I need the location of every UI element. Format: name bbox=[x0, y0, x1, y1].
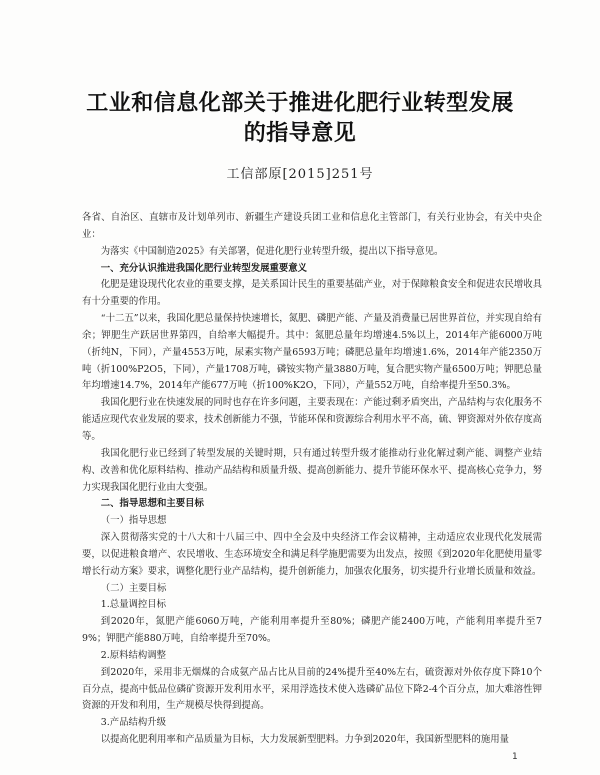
document-body bbox=[82, 210, 542, 749]
document-title-line-1: 工业和信息化部关于推进化肥行业转型发展 bbox=[86, 91, 514, 116]
body-paragraph: 我国化肥行业已经到了转型发展的关键时期，只有通过转型升级才能推动行业化解过剩产能、调整产业结构、改善和优化原料结构、推动产品结构和质量升级、提高创新能力、提升节能环保水平、提高核心竞争力，努力实现我国化肥行业由大变强。 bbox=[82, 447, 542, 493]
body-paragraph: 我国化肥行业在快速发展的同时也存在许多问题，主要表现在：产能过剩矛盾突出，产品结构与农化服务不能适应现代农业发展的要求，技术创新能力不强，节能环保和资源综合利用水平不高，硫、钾资源对外依存度高等。 bbox=[82, 397, 542, 442]
body-paragraph: “十二五”以来，我国化肥总量保持快速增长，氮肥、磷肥产能、产量及消费量已居世界首位，并实现自给有余；钾肥生产跃居世界第四，自给率大幅提升。其中：氮肥总量年均增速4.5%以上，2014年产能6000万吨（折纯N，下同），产量4553万吨，尿素实物产量6593万吨；磷肥总量年均增速1.6%，2014年产能2350万吨（折100%P2O5，下同），产量1708万吨，磷铵实物产量3880万吨，复合肥实物产量6500万吨；钾肥总量年均增速14.7%，2014年产能677万吨（折100%K2O，下同），产量552万吨，自给率提升至50.3%。 bbox=[82, 313, 542, 392]
body-paragraph: 3.产品结构升级 bbox=[100, 717, 166, 729]
body-paragraph: 到2020年，氮肥产能6060万吨，产能利用率提升至80%；磷肥产能2400万吨，产能利用率提升至79%；钾肥产能880万吨，自给率提升至70%。 bbox=[82, 616, 542, 645]
body-paragraph: 化肥是建设现代化农业的重要支撑，是关系国计民生的重要基础产业，对于保障粮食安全和促进农民增收具有十分重要的作用。 bbox=[82, 279, 542, 308]
body-paragraph: 1.总量调控目标 bbox=[100, 599, 166, 611]
body-paragraph: 各省、自治区、直辖市及计划单列市、新疆生产建设兵团工业和信息化主管部门，有关行业协会，有关中央企业： bbox=[82, 212, 542, 240]
document-number: 工信部原[2015]251号 bbox=[226, 167, 374, 182]
body-paragraph: 为落实《中国制造2025》有关部署，促进化肥行业转型升级，提出以下指导意见。 bbox=[100, 245, 444, 257]
body-paragraph: 以提高化肥利用率和产品质量为目标，大力发展新型肥料。力争到2020年，我国新型肥料的施用量 bbox=[100, 734, 510, 746]
document-title-line-2: 的指导意见 bbox=[243, 121, 357, 146]
section-heading: 一、充分认识推进我国化肥行业转型发展重要意义 bbox=[100, 262, 308, 274]
page-number: 1 bbox=[512, 752, 518, 762]
body-paragraph: （一）指导思想 bbox=[100, 515, 167, 527]
section-heading: 二、指导思想和主要目标 bbox=[100, 498, 204, 510]
body-paragraph: （二）主要目标 bbox=[100, 582, 167, 594]
body-paragraph: 2.原料结构调整 bbox=[100, 649, 166, 661]
body-paragraph: 深入贯彻落实党的十八大和十八届三中、四中全会及中央经济工作会议精神，主动适应农业现代化发展需要，以促进粮食增产、农民增收、生态环境安全和满足科学施肥需要为出发点，按照《到2020年化肥使用量零增长行动方案》要求，调整化肥行业产品结构，提升创新能力，加强农化服务，切实提升行业增长质量和效益。 bbox=[82, 532, 542, 577]
body-paragraph: 到2020年，采用非无烟煤的合成氨产品占比从目前的24%提升至40%左右，硫资源对外依存度下降10个百分点，提高中低品位磷矿资源开发利用水平，采用浮选技术使入选磷矿品位下降2-4个百分点，加大难溶性钾资源的开发和利用，生产规模尽快得到提高。 bbox=[82, 666, 542, 712]
